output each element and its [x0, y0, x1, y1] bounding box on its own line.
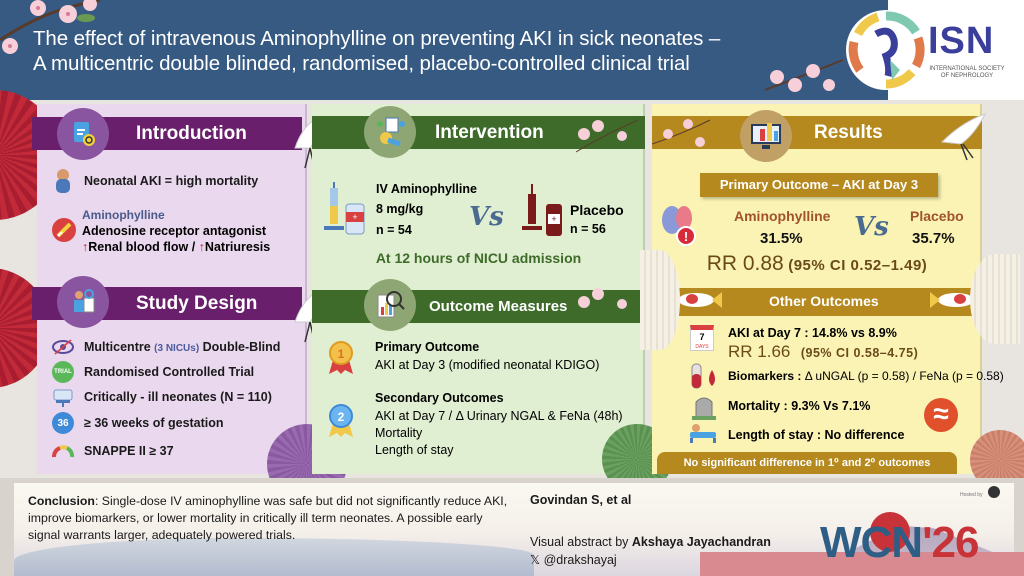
cherry-blossom-icon — [652, 114, 712, 152]
biomarkers-label: Biomarkers : — [728, 369, 805, 383]
result-arm-a-value: 31.5% — [760, 230, 803, 247]
biomarkers-values: Δ uNGAL (p = 0.58) / FeNa (p = 0.58) — [804, 369, 1004, 383]
results-panel — [652, 104, 1004, 474]
rct-text: Randomised Controlled Trial — [84, 365, 255, 379]
cherry-blossom-icon — [572, 116, 642, 156]
calendar-7-days-icon — [690, 325, 714, 351]
result-arm-b-value: 35.7% — [912, 230, 955, 247]
weeks-36-icon: 36 — [52, 412, 74, 434]
design-item-gestation — [52, 412, 224, 434]
blood-test-icon — [690, 362, 720, 392]
isn-logo-icon — [846, 10, 926, 90]
mortality-text: Mortality : 9.3% Vs 7.1% — [728, 399, 871, 413]
aminophylline-label: Aminophylline — [82, 208, 165, 222]
snappe-text: SNAPPE II ≥ 37 — [84, 444, 174, 458]
intervention-title: Intervention — [435, 122, 544, 143]
effect-natriuresis: Natriuresis — [204, 240, 271, 254]
results-vs-label: Vs — [854, 212, 889, 242]
eye-slash-icon — [52, 336, 74, 358]
placebo-syringe-vial-icon — [520, 184, 566, 238]
syringe-vial-icon — [322, 182, 368, 238]
chart-magnifier-icon — [364, 279, 416, 331]
hosted-by-label: Hosted by — [960, 492, 983, 498]
wcn-logo — [820, 518, 979, 568]
isn-logo-subtitle — [927, 66, 1007, 80]
conclusion-text — [28, 493, 508, 544]
header-banner — [0, 0, 1024, 100]
title-line-2: A multicentric double blinded, randomised, placebo-controlled clinical trial — [33, 52, 690, 75]
approx-equal-icon: ≈ — [924, 398, 958, 432]
social-handle[interactable] — [530, 552, 617, 567]
calendar-label: DAYS — [695, 344, 709, 350]
white-fan-icon — [970, 254, 1020, 344]
isn-subtitle-line-2: OF NEPHROLOGY — [940, 73, 994, 79]
crane-icon — [937, 112, 987, 162]
double-blind-text: Double-Blind — [199, 340, 281, 354]
title-line-1: The effect of intravenous Aminophylline on preventing AKI in sick neonates – — [33, 27, 721, 50]
arm-b-name: Placebo — [570, 202, 624, 218]
kidney-alert-icon — [660, 204, 700, 246]
white-fan-icon — [640, 250, 680, 350]
intro-item-mortality — [52, 170, 258, 192]
svg-text:+: + — [352, 212, 358, 222]
up-arrow-icon: ↑ — [82, 240, 89, 254]
syringe-icon — [52, 218, 76, 242]
multicentre-text: Multicentre — [84, 340, 155, 354]
conclusion-body: : Single-dose IV aminophylline was safe but did not significantly reduce AKI, improve biomarkers, or lower mortality in critically ill term neonates. A possible early signal warrants larger, adequately powered trials. — [28, 494, 508, 542]
design-item-rct — [52, 361, 254, 383]
introduction-title: Introduction — [136, 123, 247, 144]
wcn-logo-text: WCN — [820, 518, 923, 567]
result-arm-b-name: Placebo — [910, 208, 964, 224]
visual-abstract-author: Akshaya Jayachandran — [631, 535, 771, 549]
vs-label: Vs — [469, 202, 504, 232]
aminophylline-effects — [82, 240, 312, 254]
intro-mortality-text: Neonatal AKI = high mortality — [84, 174, 259, 188]
arm-a-n: n = 54 — [376, 223, 412, 237]
design-item-neonates — [52, 386, 272, 408]
isn-logo-text: ISN — [928, 20, 995, 62]
monitor-chart-icon — [740, 110, 792, 162]
researcher-icon — [57, 276, 109, 328]
trial-badge-icon: TRIAL — [52, 361, 74, 383]
wcn-logo-year: '26 — [922, 518, 979, 567]
introduction-panel — [37, 104, 307, 474]
design-item-multicentre — [52, 336, 280, 358]
medal-1-icon — [327, 340, 355, 376]
svg-text:1: 1 — [337, 347, 345, 361]
primary-outcome-text: AKI at Day 3 (modified neonatal KDIGO) — [375, 358, 600, 372]
arm-placebo — [520, 184, 640, 240]
svg-text:+: + — [551, 214, 557, 224]
svg-text:!: ! — [683, 229, 689, 244]
x-logo-icon: 𝕏 — [530, 553, 541, 567]
arm-a-name: IV Aminophylline — [376, 182, 477, 196]
day7-rr-value: RR 1.66 — [728, 342, 791, 361]
study-design-title: Study Design — [136, 293, 258, 314]
arm-aminophylline — [322, 182, 482, 242]
up-arrow-icon: ↑ — [198, 240, 205, 254]
biomarkers-text — [728, 369, 1004, 383]
tombstone-icon — [692, 394, 716, 420]
svg-text:2: 2 — [337, 410, 345, 424]
rr-ci: (95% CI 0.52–1.49) — [788, 257, 928, 274]
calendar-number: 7 — [699, 332, 705, 342]
no-difference-band: No significant difference in 1⁰ and 2⁰ outcomes — [657, 452, 957, 474]
secondary-outcome-line-3: Length of stay — [375, 443, 454, 457]
other-outcomes-title: Other Outcomes — [769, 293, 879, 309]
outcome-measures-title: Outcome Measures — [429, 298, 568, 315]
design-item-snappe — [52, 440, 174, 462]
hospital-bed-icon — [688, 422, 718, 444]
gauge-icon — [52, 440, 74, 462]
rr-value: RR 0.88 — [706, 252, 784, 275]
host-logo-icon — [988, 486, 1000, 498]
visual-abstract-credit — [530, 535, 771, 549]
isn-subtitle-line-1: INTERNATIONAL SOCIETY — [929, 66, 1005, 72]
secondary-outcome-title: Secondary Outcomes — [375, 391, 504, 405]
incubator-icon — [52, 386, 74, 408]
conclusion-label: Conclusion — [28, 494, 95, 508]
cherry-blossom-icon — [572, 284, 642, 324]
document-search-icon — [57, 108, 109, 160]
primary-outcome-title: Primary Outcome — [375, 340, 480, 354]
analysis-icon — [364, 106, 416, 158]
aki-day7-text: AKI at Day 7 : 14.8% vs 8.9% — [728, 326, 897, 340]
medal-2-icon — [327, 403, 355, 439]
neonates-text: Critically - ill neonates (N = 110) — [84, 390, 272, 404]
handle-text[interactable]: @drakshayaj — [543, 553, 617, 567]
day7-relative-risk — [728, 342, 918, 362]
primary-outcome-label-band: Primary Outcome – AKI at Day 3 — [700, 173, 938, 197]
gestation-text: ≥ 36 weeks of gestation — [84, 416, 224, 430]
secondary-outcome-line-1: AKI at Day 7 / Δ Urinary NGAL & FeNa (48h) — [375, 409, 623, 423]
arm-a-dose: 8 mg/kg — [376, 202, 424, 216]
baby-icon — [52, 170, 74, 192]
result-arm-a-name: Aminophylline — [734, 208, 831, 224]
visual-abstract-prefix: Visual abstract by — [530, 535, 632, 549]
length-of-stay-text: Length of stay : No difference — [728, 428, 905, 442]
author-citation: Govindan S, et al — [530, 493, 632, 507]
day7-rr-ci: (95% CI 0.58–4.75) — [800, 346, 919, 360]
results-title: Results — [814, 122, 883, 143]
nicu-count: (3 NICUs) — [154, 343, 200, 354]
arm-b-n: n = 56 — [570, 222, 606, 236]
primary-relative-risk — [652, 252, 982, 276]
admission-timing: At 12 hours of NICU admission — [375, 250, 582, 266]
secondary-outcome-line-2: Mortality — [375, 426, 423, 440]
aminophylline-mechanism: Adenosine receptor antagonist — [82, 224, 267, 238]
cherry-blossom-icon — [765, 55, 845, 100]
effect-renal-blood-flow: Renal blood flow / — [88, 240, 199, 254]
intervention-panel — [312, 104, 645, 474]
page-title — [33, 26, 720, 76]
